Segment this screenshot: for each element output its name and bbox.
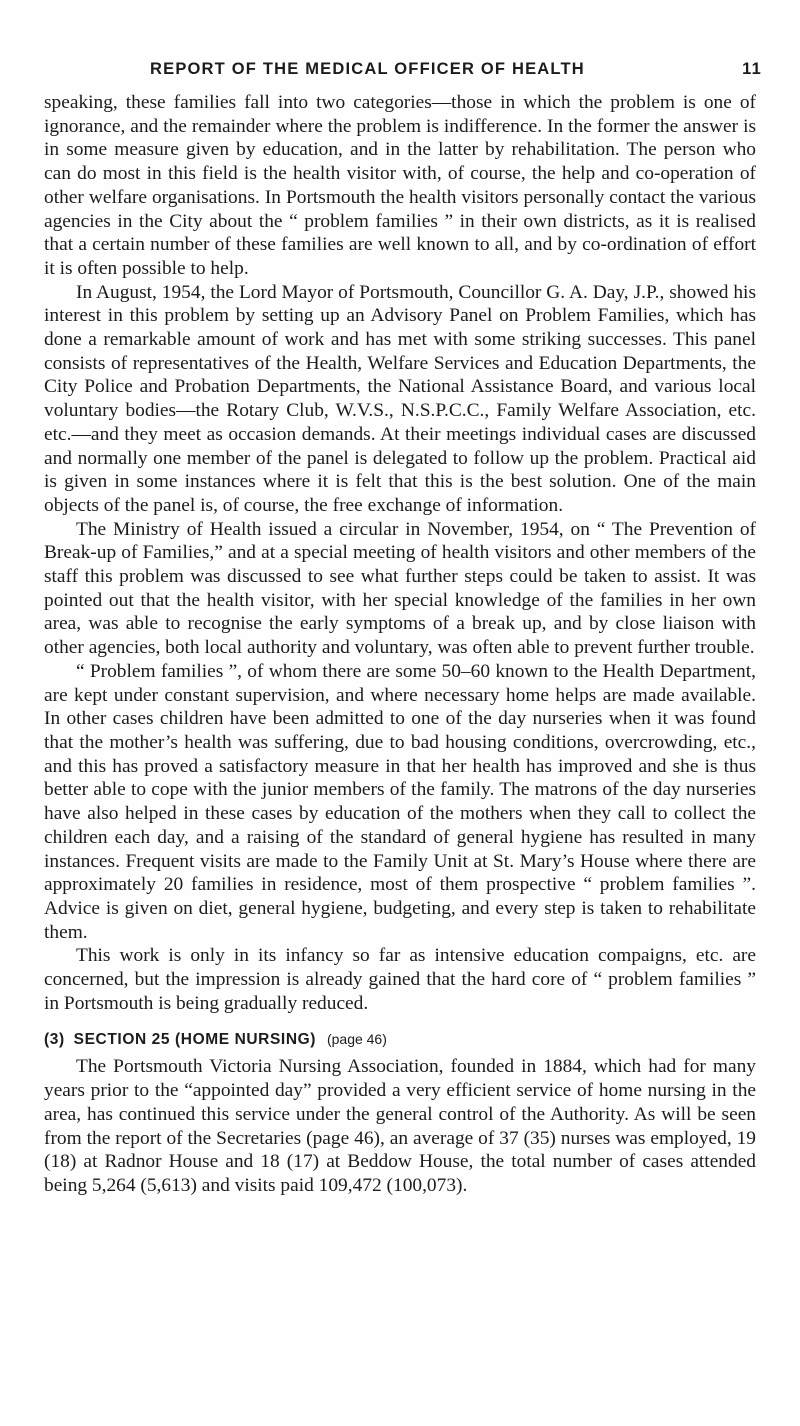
report-body [44,91,756,1198]
paragraph-categories: speaking, these families fall into two categories—those in which the problem is one of ignorance, and the remainder where the problem is indifference. In the former the answer is in some measure given by education, and in the latter by rehabilitation. The person who can do most in this field is the health visitor with, of course, the help and co-operation of other welfare organisations. In Portsmouth the health visitors personally contact the various agencies in the City about the “ problem families ” in their own districts, as it is realised that a certain number of these families are well known to all, and by co-ordination of effort it is often possible to help. [44,92,756,279]
section-number: (3) [44,1031,65,1049]
paragraph-home-nursing: The Portsmouth Victoria Nursing Association, founded in 1884, which had for many years prior to the “appointed day” provided a very efficient service of home nursing in the area, has continued this service under the general control of the Authority. As will be seen from the report of the Secretaries (page 46), an average of 37 (35) nurses was employed, 19 (18) at Radnor House and 18 (17) at Beddow House, the total number of cases attended being 5,264 (5,613) and visits paid 109,472 (100,073). [44,1056,756,1196]
section-heading-home-nursing [44,1028,756,1051]
paragraph-problem-families: “ Problem families ”, of whom there are some 50–60 known to the Health Department, are kept under constant supervision, and where necessary home helps are made available. In other cases children have been admitted to one of the day nurseries when it was found that the mother’s health was suffering, due to bad housing conditions, overcrowding, etc., and this has proved a satisfactory measure in that her health has improved and she is thus better able to cope with the junior members of the family. The matrons of the day nurseries have also helped in these cases by education of the mothers when they call to collect the children each day, and a raising of the standard of general hygiene has resulted in many instances. Frequent visits are made to the Family Unit at St. Mary’s House where there are approximately 20 families in residence, most of them prospective “ problem families ”. Advice is given on diet, general hygiene, budgeting, and every step is taken to rehabilitate them. [44,660,756,943]
running-header [150,60,762,84]
paragraph-ministry-circular: The Ministry of Health issued a circular in November, 1954, on “ The Prevention of Break-up of Families,” and at a special meeting of health visitors and other members of the staff this problem was discussed to see what further steps could be taken to assist. It was pointed out that the health visitor, with her special knowledge of the families in her own area, was able to recognise the early symptoms of a break up, and by close liaison with other agencies, both local authority and voluntary, was often able to prevent further trouble. [44,518,756,659]
section-page-ref: (page 46) [326,1031,387,1048]
paragraph-intensive-education: This work is only in its infancy so far as intensive education compaigns, etc. are concerned, but the impression is already gained that the hard core of “ problem families ” in Portsmouth is being gradually reduced. [44,945,756,1014]
report-title: REPORT OF THE MEDICAL OFFICER OF HEALTH [150,60,585,78]
section-title: SECTION 25 (HOME NURSING) [73,1031,317,1049]
paragraph-advisory-panel: In August, 1954, the Lord Mayor of Portsmouth, Councillor G. A. Day, J.P., showed his interest in this problem by setting up an Advisory Panel on Problem Families, which has done a remarkable amount of work and has met with some striking successes. This panel consists of representatives of the Health, Welfare Services and Education Departments, the City Police and Probation Departments, the National Assistance Board, and various local voluntary bodies—the Rotary Club, W.V.S., N.S.P.C.C., Family Welfare Association, etc. etc.—and they meet as occasion demands. At their meetings individual cases are discussed and normally one member of the panel is delegated to follow up the problem. Practical aid is given in some instances where it is felt that this is the best solution. One of the main objects of the panel is, of course, the free exchange of information. [44,281,756,516]
page-number: 11 [742,60,762,78]
